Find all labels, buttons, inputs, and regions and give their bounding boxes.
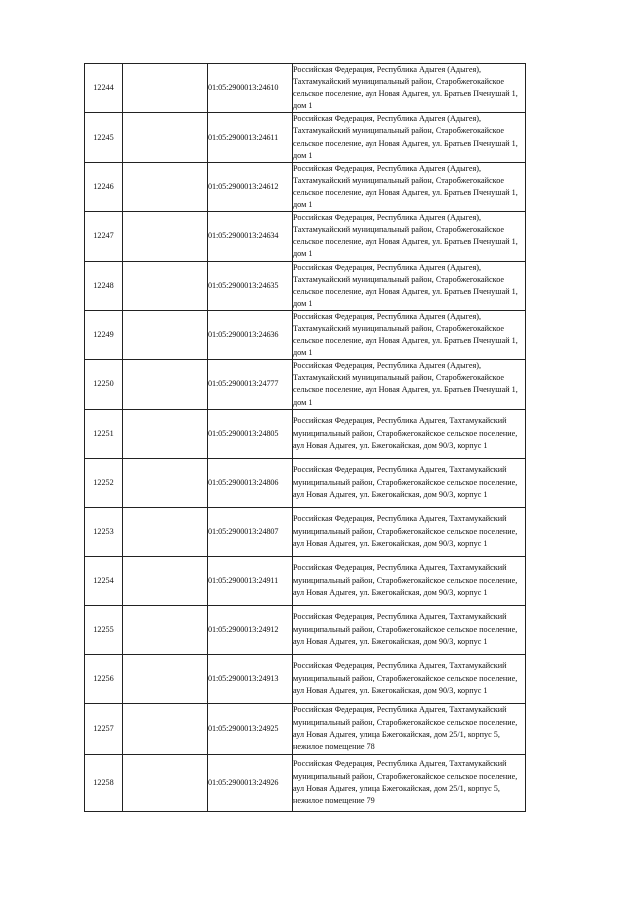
table-row [85,703,526,754]
row-number: 12245 [85,113,123,162]
table-row [85,605,526,654]
empty-cell [123,654,208,703]
empty-cell [123,360,208,409]
empty-cell [123,162,208,211]
empty-cell [123,113,208,162]
cadastral-number: 01:05:2900013:24911 [208,556,293,605]
cadastral-number: 01:05:2900013:24610 [208,64,293,113]
empty-cell [123,507,208,556]
address-cell: Российская Федерация, Республика Адыгея, Тахтамукайский муниципальный район, Старобжегокайское сельское поселение, аул Новая Адыгея, улица Бжегокайская, дом 25/1, корпус 5, нежилое помещение 79 [293,754,526,811]
row-number: 12257 [85,703,123,754]
cadastral-number: 01:05:2900013:24611 [208,113,293,162]
address-cell: Российская Федерация, Республика Адыгея (Адыгея), Тахтамукайский муниципальный район, Старобжегокайское сельское поселение, аул Новая Адыгея, ул. Братьев Пченушай 1, дом 1 [293,261,526,310]
address-cell: Российская Федерация, Республика Адыгея, Тахтамукайский муниципальный район, Старобжегокайское сельское поселение, аул Новая Адыгея, ул. Бжегокайская, дом 90/3, корпус 1 [293,556,526,605]
cadastral-number: 01:05:2900013:24612 [208,162,293,211]
empty-cell [123,703,208,754]
row-number: 12248 [85,261,123,310]
empty-cell [123,605,208,654]
address-cell: Российская Федерация, Республика Адыгея (Адыгея), Тахтамукайский муниципальный район, Старобжегокайское сельское поселение, аул Новая Адыгея, ул. Братьев Пченушай 1, дом 1 [293,162,526,211]
address-cell: Российская Федерация, Республика Адыгея, Тахтамукайский муниципальный район, Старобжегокайское сельское поселение, аул Новая Адыгея, ул. Бжегокайская, дом 90/3, корпус 1 [293,605,526,654]
table-row [85,162,526,211]
registry-table [84,63,526,812]
table-row [85,310,526,359]
table-row [85,754,526,811]
cadastral-number: 01:05:2900013:24636 [208,310,293,359]
row-number: 12251 [85,409,123,458]
table-row [85,261,526,310]
table-row [85,409,526,458]
empty-cell [123,556,208,605]
address-cell: Российская Федерация, Республика Адыгея (Адыгея), Тахтамукайский муниципальный район, Старобжегокайское сельское поселение, аул Новая Адыгея, ул. Братьев Пченушай 1, дом 1 [293,310,526,359]
address-cell: Российская Федерация, Республика Адыгея, Тахтамукайский муниципальный район, Старобжегокайское сельское поселение, аул Новая Адыгея, улица Бжегокайская, дом 25/1, корпус 5, нежилое помещение 78 [293,703,526,754]
row-number: 12254 [85,556,123,605]
table-row [85,507,526,556]
empty-cell [123,64,208,113]
address-cell: Российская Федерация, Республика Адыгея (Адыгея), Тахтамукайский муниципальный район, Старобжегокайское сельское поселение, аул Новая Адыгея, ул. Братьев Пченушай 1, дом 1 [293,360,526,409]
row-number: 12256 [85,654,123,703]
cadastral-number: 01:05:2900013:24806 [208,458,293,507]
table-row [85,458,526,507]
empty-cell [123,409,208,458]
address-cell: Российская Федерация, Республика Адыгея (Адыгея), Тахтамукайский муниципальный район, Старобжегокайское сельское поселение, аул Новая Адыгея, ул. Братьев Пченушай 1, дом 1 [293,113,526,162]
cadastral-number: 01:05:2900013:24913 [208,654,293,703]
cadastral-number: 01:05:2900013:24925 [208,703,293,754]
cadastral-number: 01:05:2900013:24805 [208,409,293,458]
cadastral-number: 01:05:2900013:24926 [208,754,293,811]
cadastral-number: 01:05:2900013:24912 [208,605,293,654]
address-cell: Российская Федерация, Республика Адыгея, Тахтамукайский муниципальный район, Старобжегокайское сельское поселение, аул Новая Адыгея, ул. Бжегокайская, дом 90/3, корпус 1 [293,458,526,507]
cadastral-number: 01:05:2900013:24634 [208,212,293,261]
table-row [85,113,526,162]
empty-cell [123,212,208,261]
row-number: 12247 [85,212,123,261]
address-cell: Российская Федерация, Республика Адыгея (Адыгея), Тахтамукайский муниципальный район, Старобжегокайское сельское поселение, аул Новая Адыгея, ул. Братьев Пченушай 1, дом 1 [293,64,526,113]
row-number: 12249 [85,310,123,359]
empty-cell [123,754,208,811]
address-cell: Российская Федерация, Республика Адыгея, Тахтамукайский муниципальный район, Старобжегокайское сельское поселение, аул Новая Адыгея, ул. Бжегокайская, дом 90/3, корпус 1 [293,507,526,556]
table-row [85,556,526,605]
row-number: 12258 [85,754,123,811]
table-row [85,212,526,261]
row-number: 12252 [85,458,123,507]
row-number: 12246 [85,162,123,211]
empty-cell [123,261,208,310]
address-cell: Российская Федерация, Республика Адыгея (Адыгея), Тахтамукайский муниципальный район, Старобжегокайское сельское поселение, аул Новая Адыгея, ул. Братьев Пченушай 1, дом 1 [293,212,526,261]
empty-cell [123,310,208,359]
table-row [85,360,526,409]
empty-cell [123,458,208,507]
cadastral-number: 01:05:2900013:24807 [208,507,293,556]
cadastral-number: 01:05:2900013:24635 [208,261,293,310]
row-number: 12250 [85,360,123,409]
cadastral-number: 01:05:2900013:24777 [208,360,293,409]
row-number: 12253 [85,507,123,556]
table-row [85,64,526,113]
row-number: 12244 [85,64,123,113]
row-number: 12255 [85,605,123,654]
address-cell: Российская Федерация, Республика Адыгея, Тахтамукайский муниципальный район, Старобжегокайское сельское поселение, аул Новая Адыгея, ул. Бжегокайская, дом 90/3, корпус 1 [293,654,526,703]
table-row [85,654,526,703]
address-cell: Российская Федерация, Республика Адыгея, Тахтамукайский муниципальный район, Старобжегокайское сельское поселение, аул Новая Адыгея, ул. Бжегокайская, дом 90/3, корпус 1 [293,409,526,458]
